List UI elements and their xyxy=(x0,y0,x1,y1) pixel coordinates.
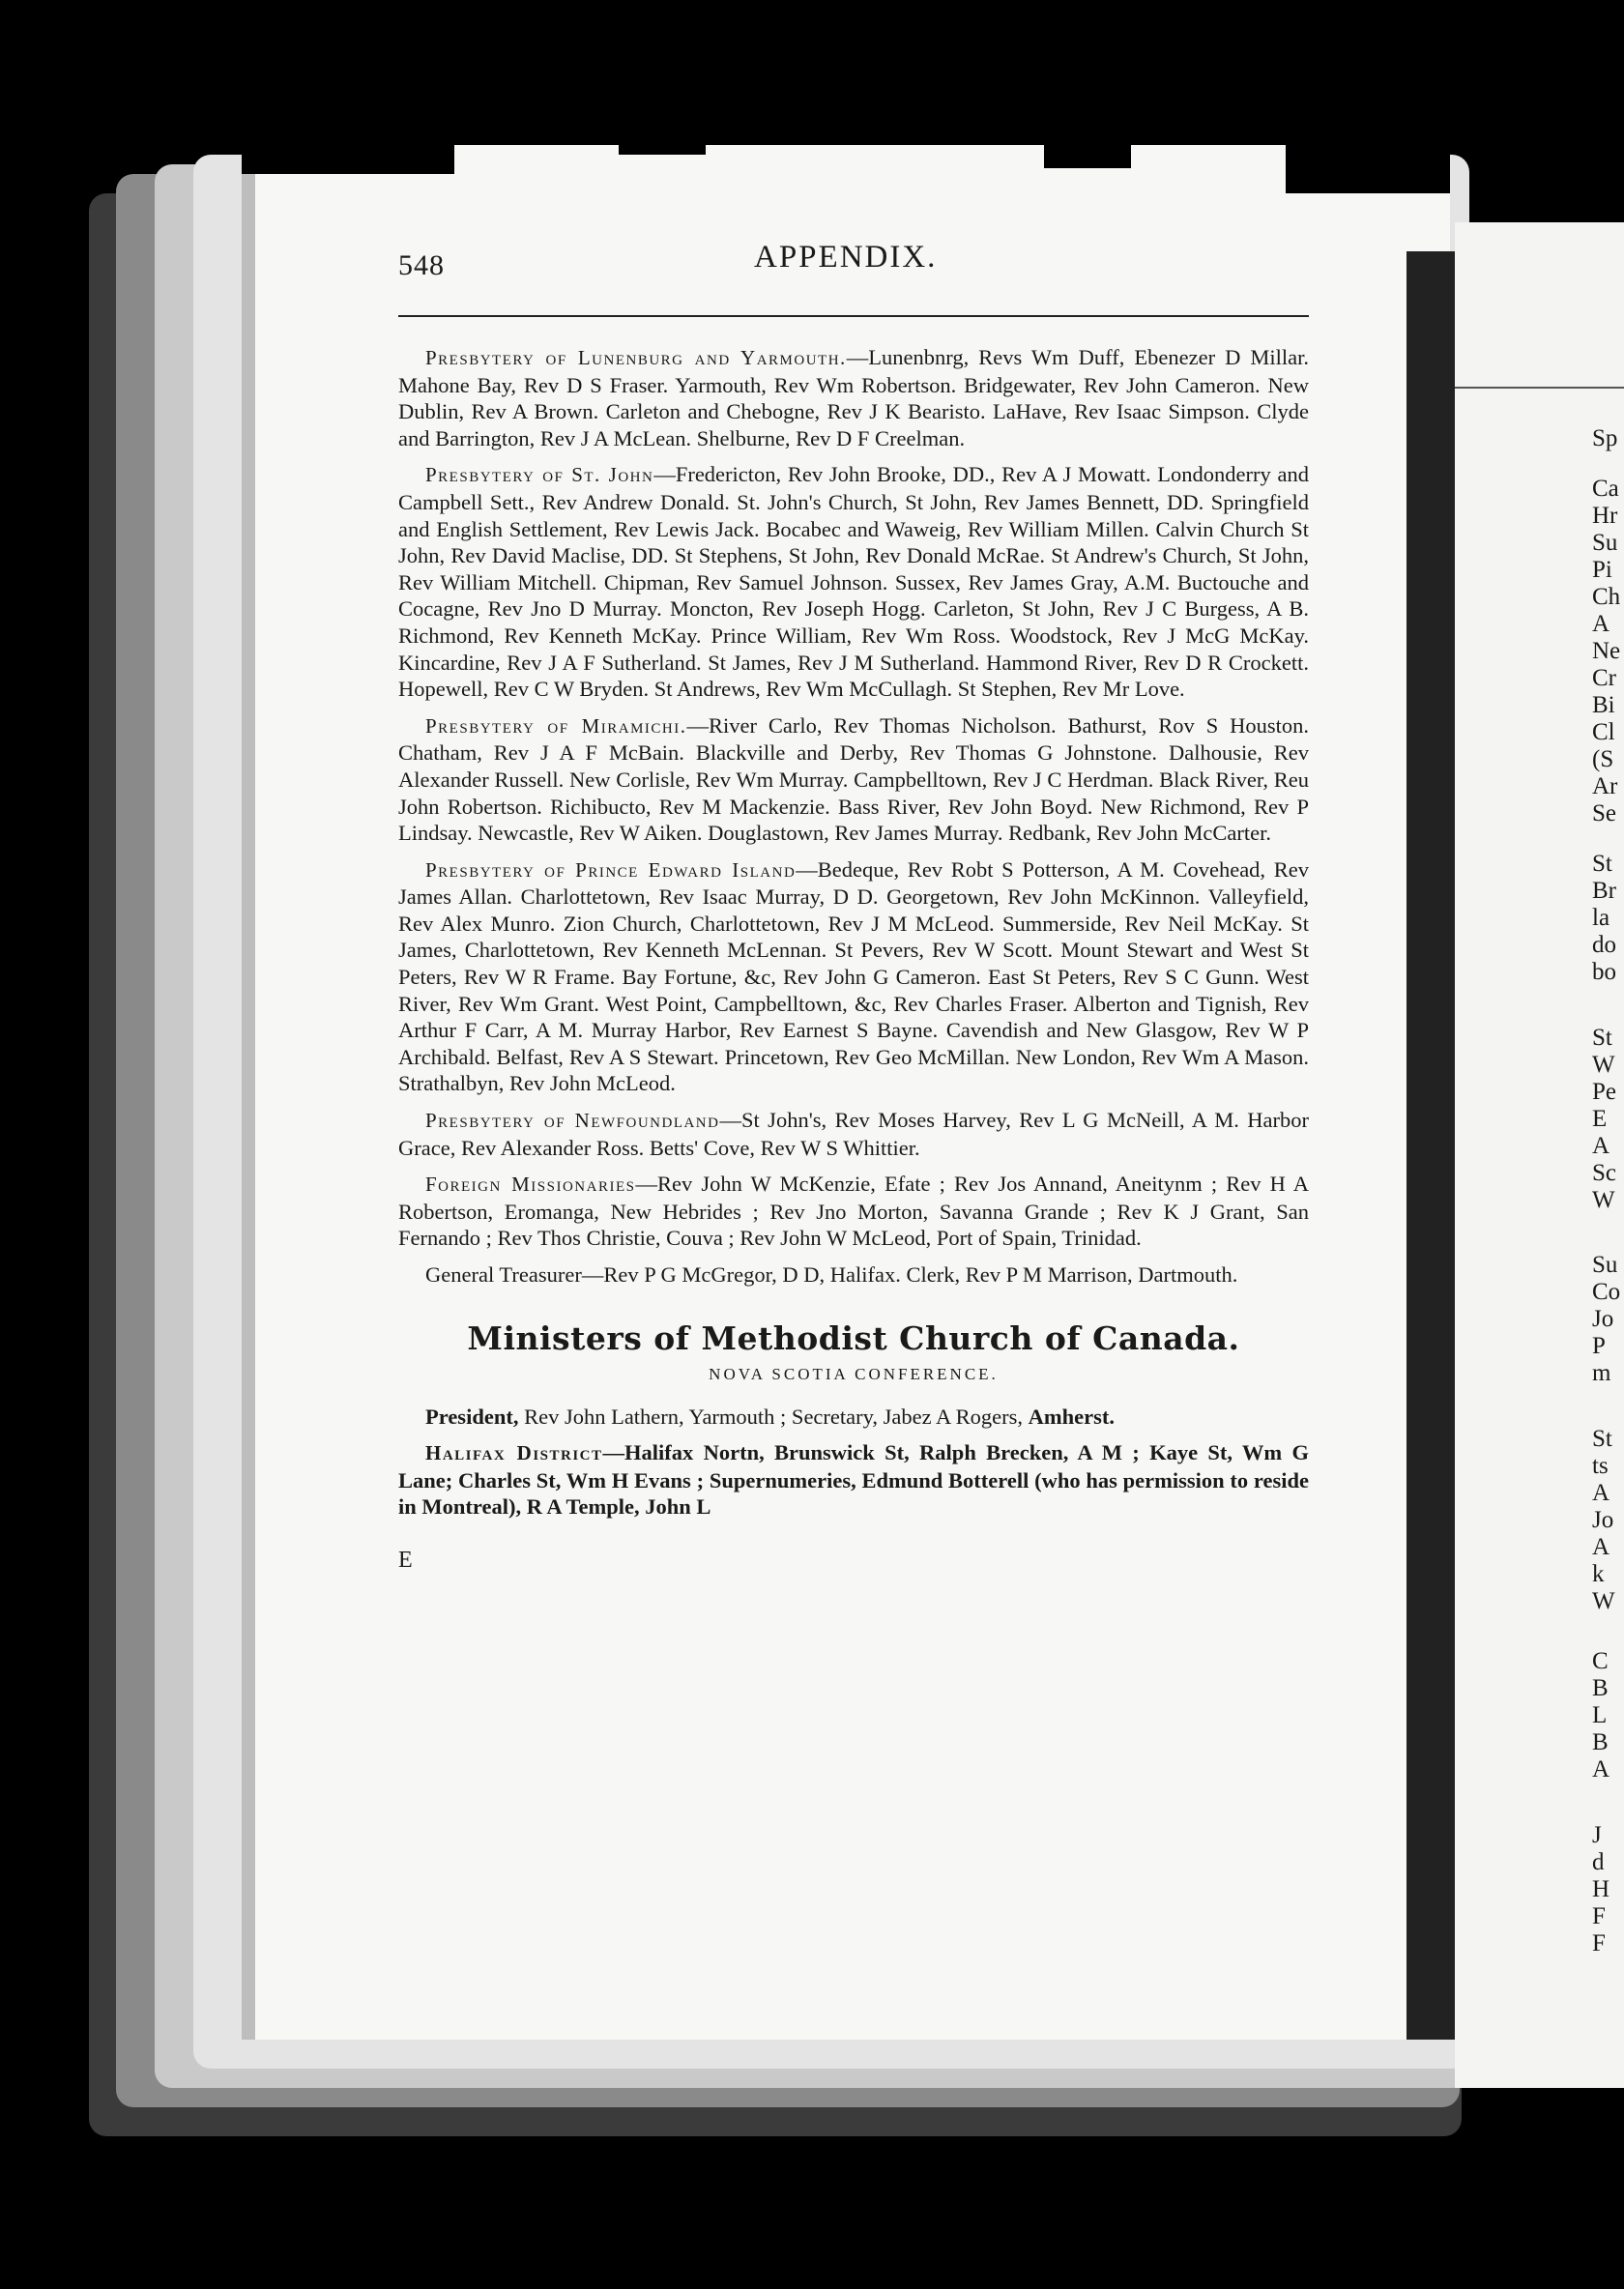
facing-page-fragment: m xyxy=(1592,1360,1611,1386)
page-tear xyxy=(619,133,706,155)
facing-page-fragment: Co xyxy=(1592,1279,1621,1305)
facing-page-fragment: St xyxy=(1592,851,1612,877)
facing-page-fragment: A xyxy=(1592,611,1610,637)
presbytery-newfoundland xyxy=(398,1107,1309,1161)
facing-page-fragment: k xyxy=(1592,1561,1605,1587)
header-rule xyxy=(398,315,1309,317)
facing-page-fragment: F xyxy=(1592,1903,1606,1929)
paragraph-lead: Presbytery of Lunenburg and Yarmouth. xyxy=(425,346,847,369)
page-tear xyxy=(1044,135,1131,168)
facing-page-fragment: Cr xyxy=(1592,665,1616,691)
facing-page-fragment: L xyxy=(1592,1702,1608,1728)
facing-page-fragment: Pi xyxy=(1592,557,1612,583)
facing-page-fragment: Su xyxy=(1592,530,1618,556)
presbytery-st-john xyxy=(398,461,1309,702)
facing-page-fragment: la xyxy=(1592,905,1610,931)
facing-page-fragment: F xyxy=(1592,1930,1606,1956)
paragraph-text: —Rev John W McKenzie, Efate ; Rev Jos Annand, Aneitynm ; Rev H A Robertson, Eromanga, New Hebrides ; Rev Jno Morton, Savanna Grande ; Rev K J Grant, San Fernando ; Rev Thos Christie, Couva ; Rev John W McLeod, Port of Spain, Trinidad. xyxy=(398,1172,1309,1251)
facing-page-fragment: C xyxy=(1592,1648,1609,1674)
paragraph-lead: Presbytery of St. John xyxy=(425,463,654,487)
facing-page-fragment: E xyxy=(1592,1106,1608,1132)
facing-page-fragment: W xyxy=(1592,1052,1615,1078)
facing-page-fragment: Br xyxy=(1592,878,1616,904)
facing-page-fragment: B xyxy=(1592,1729,1609,1755)
facing-page-fragment: Ar xyxy=(1592,773,1618,799)
page-left-edge xyxy=(242,145,255,2040)
signature-mark: E xyxy=(398,1547,413,1573)
facing-page-fragment: d xyxy=(1592,1849,1605,1875)
facing-page-fragment: do xyxy=(1592,932,1616,958)
facing-page-fragment: B xyxy=(1592,1675,1609,1701)
page-number: 548 xyxy=(398,249,445,281)
facing-page-fragment: Ch xyxy=(1592,584,1621,610)
facing-page-fragment: W xyxy=(1592,1588,1615,1614)
facing-page-fragment: Ca xyxy=(1592,476,1619,502)
facing-page-fragment: Hr xyxy=(1592,503,1618,529)
paragraph-text: —St John's, Rev Moses Harvey, Rev L G McNeill, A M. Harbor Grace, Rev Alexander Ross. Betts' Cove, Rev W S Whittier. xyxy=(398,1108,1309,1160)
facing-page-fragment: P xyxy=(1592,1333,1606,1359)
general-treasurer xyxy=(398,1261,1309,1289)
facing-page-fragment: Bi xyxy=(1592,692,1615,718)
facing-page-fragment: A xyxy=(1592,1534,1610,1560)
section-title: Ministers of Methodist Church of Canada. xyxy=(467,1318,1240,1357)
paragraph-text: —Rev P G McGregor, D D, Halifax. Clerk, Rev P M Marrison, Dartmouth. xyxy=(581,1262,1238,1287)
presbytery-prince-edward-island xyxy=(398,856,1309,1097)
facing-page-fragment: J xyxy=(1592,1822,1602,1848)
facing-page-fragment: ts xyxy=(1592,1453,1609,1479)
subsection-title: NOVA SCOTIA CONFERENCE. xyxy=(709,1364,999,1383)
foreign-missionaries xyxy=(398,1171,1309,1252)
facing-page-fragment: Ne xyxy=(1592,638,1621,664)
facing-page-fragment: St xyxy=(1592,1426,1612,1452)
conference-officers xyxy=(398,1404,1309,1431)
facing-page-fragment: bo xyxy=(1592,959,1616,985)
facing-page-fragment: A xyxy=(1592,1133,1610,1159)
facing-page-fragment: Cl xyxy=(1592,719,1615,745)
facing-page-fragment: Sp xyxy=(1592,425,1618,451)
page-tear xyxy=(242,145,454,174)
presbytery-miramichi xyxy=(398,712,1309,847)
facing-page-fragment: (S xyxy=(1592,746,1614,772)
facing-page-fragment: H xyxy=(1592,1876,1610,1902)
book-gutter xyxy=(1406,251,1455,2040)
presbytery-lunenburg-yarmouth xyxy=(398,344,1309,451)
paragraph-lead: Presbytery of Prince Edward Island xyxy=(425,857,797,882)
facing-page xyxy=(1455,222,1624,2088)
page-tear xyxy=(1286,145,1450,193)
halifax-district xyxy=(398,1439,1309,1521)
paragraph-lead: Presbytery of Newfoundland xyxy=(425,1109,720,1133)
officers-text: Rev John Lathern, Yarmouth ; Secretary, Jabez A Rogers, xyxy=(524,1404,1024,1429)
secretary-place: Amherst. xyxy=(1028,1404,1116,1429)
facing-page-fragment: Jo xyxy=(1592,1507,1614,1533)
paragraph-lead: Halifax District xyxy=(425,1441,603,1465)
paragraph-text: —River Carlo, Rev Thomas Nicholson. Bathurst, Rov S Houston. Chatham, Rev J A F McBain. Blackville and Derby, Rev Thomas G Johnstone. Dalhousie, Rev Alexander Russell. New Corlisle, Rev Wm Murray. Campbelltown, Rev J C Herdman. Black River, Reu John Robertson. Richibucto, Rev M Mackenzie. Bass River, Rev John Boyd. New Richmond, Rev P Lindsay. Newcastle, Rev W Aiken. Douglastown, Rev James Murray. Redbank, Rev John McCarter. xyxy=(398,712,1309,846)
facing-page-fragment: A xyxy=(1592,1480,1610,1506)
paragraph-text: —Lunenbnrg, Revs Wm Duff, Ebenezer D Millar. Mahone Bay, Rev D S Fraser. Yarmouth, Rev Wm Robertson. Bridgewater, Rev John Cameron. New Dublin, Rev A Brown. Carleton and Chebogne, Rev J K Bearisto. LaHave, Rev Isaac Simpson. Clyde and Barrington, Rev J A McLean. Shelburne, Rev D F Creelman. xyxy=(398,345,1310,450)
facing-page-fragment: Sc xyxy=(1592,1160,1616,1186)
page-header xyxy=(398,240,1309,302)
paragraph-lead: Foreign Missionaries xyxy=(425,1173,636,1197)
facing-page-rule xyxy=(1455,387,1624,389)
facing-page-fragment: A xyxy=(1592,1756,1610,1782)
paragraph-lead: General Treasurer xyxy=(425,1262,582,1287)
facing-page-fragment: W xyxy=(1592,1187,1615,1213)
facing-page-fragment: St xyxy=(1592,1025,1612,1051)
president-label: President, xyxy=(425,1404,519,1429)
paragraph-lead: Presbytery of Miramichi. xyxy=(425,713,687,738)
paragraph-text: —Halifax Nortn, Brunswick St, Ralph Brecken, A M ; Kaye St, Wm G Lane; Charles St, Wm H Evans ; Supernumeries, Edmund Botterell (who has permission to reside in Montreal), R A Temple, John L xyxy=(398,1440,1309,1520)
facing-page-fragment: Se xyxy=(1592,800,1616,826)
paragraph-text: —Fredericton, Rev John Brooke, DD., Rev A J Mowatt. Londonderry and Campbell Sett., Rev Andrew Donald. St. John's Church, St John, Rev James Bennett, DD. Springfield and English Settlement, Rev Lewis Jack. Bocabec and Waweig, Rev William Millen. Calvin Church St John, Rev David Maclise, DD. St Stephens, St John, Rev Donald McRae. St Andrew's Church, St John, Rev William Mitchell. Chipman, Rev Samuel Johnson. Sussex, Rev James Gray, A.M. Buctouche and Cocagne, Rev Jno D Murray. Moncton, Rev Joseph Hogg. Carleton, St John, Rev J C Burgess, A B. Richmond, Rev Kenneth McKay. Prince William, Rev Wm Ross. Woodstock, Rev J McG McKay. Kincardine, Rev J A F Sutherland. St James, Rev J M Sutherland. Hammond River, Rev D R Crockett. Hopewell, Rev C W Bryden. St Andrews, Rev Wm McCullagh. St Stephen, Rev Mr Love. xyxy=(398,462,1309,702)
running-head: APPENDIX. xyxy=(754,240,938,275)
facing-page-fragment: Pe xyxy=(1592,1079,1616,1105)
facing-page-fragment: Su xyxy=(1592,1252,1618,1278)
facing-page-fragment: Jo xyxy=(1592,1306,1614,1332)
page-text-block xyxy=(398,240,1309,1574)
paragraph-text: —Bedeque, Rev Robt S Potterson, A M. Covehead, Rev James Allan. Charlottetown, Rev Isaac Murray, D D. Georgetown, Rev John McKinnon. Valleyfield, Rev Alex Munro. Zion Church, Charlottetown, Rev J M McLeod. Summerside, Rev Neil McKay. St James, Charlottetown, Rev Kenneth McLennan. St Pevers, Rev W Scott. Mount Stewart and West St Peters, Rev W R Frame. Bay Fortune, &c, Rev John G Cameron. East St Peters, Rev S C Gunn. West River, Rev Wm Grant. West Point, Campbelltown, &c, Rev Charles Fraser. Alberton and Tignish, Rev Arthur F Carr, A M. Murray Harbor, Rev Earnest S Bayne. Cavendish and New Glasgow, Rev W P Archibald. Belfast, Rev A S Stewart. Princetown, Rev Geo McMillan. New London, Rev Wm A Mason. Strathalbyn, Rev John McLeod. xyxy=(398,856,1309,1096)
